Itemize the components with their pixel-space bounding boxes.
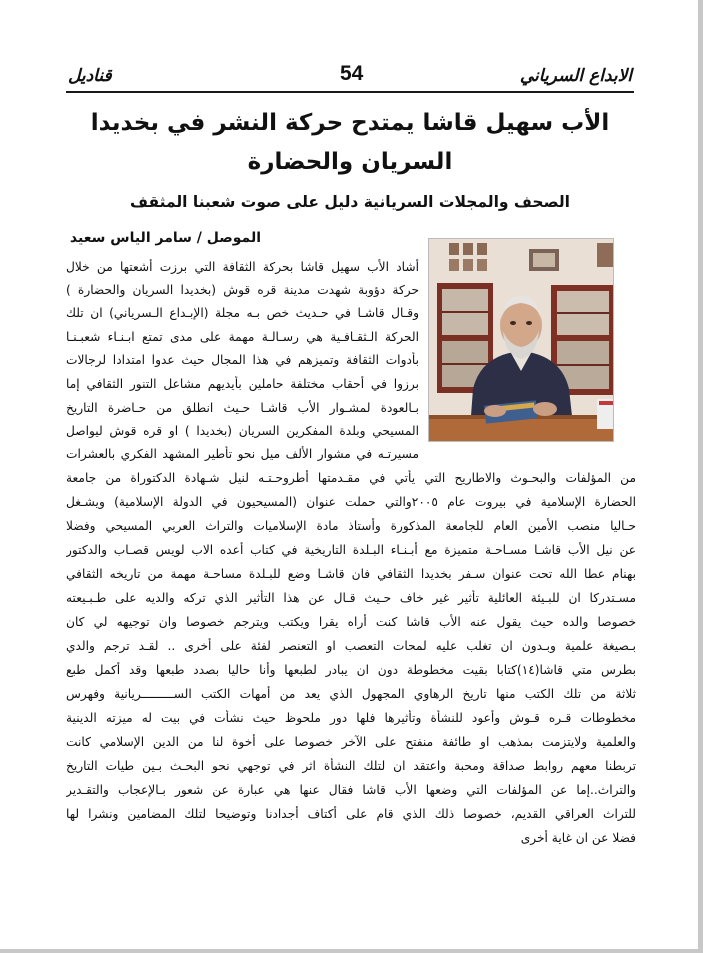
article-title-line-1: الأب سهيل قاشا يمتدح حركة النشر في بخديدا (90, 110, 610, 136)
header-rule (66, 91, 634, 93)
text-line: مسيرتـه في مشوار الألف ميل نحو تأطير المشهد الفكري بالعشرات (66, 447, 419, 461)
text-line: برزوا في أحقاب مختلفة حاملين بأيديهم مشاعل التنور الثقافي إما (66, 377, 419, 391)
text-line: بهنام عطا الله تحت عنوان سـفر بخديدا الثقافي فان قاشـا وضع للبـلدة مساحـة مهمة من تاريخه الثقافي (66, 567, 636, 581)
section-name: قناديل (68, 66, 112, 86)
text-line: بأدوات الثقافة وتميزهم في هذا المجال حيث عدوا امتدادا لرجالات (66, 353, 419, 367)
text-line: من المؤلفات والبحـوث والاطاريح التي يأتي في مقـدمتها أطروحـتـه لنيل شـهادة الدكتوراة من جامعة (66, 471, 636, 485)
page-header (66, 64, 634, 94)
page-edge-shadow (0, 949, 703, 953)
text-line: بـصيغة علمية وبـدون ان تغلب عليه لمحات التعصب او التعنصر لفئة على أخرى .. لقـد ترجم والدي (66, 639, 636, 653)
text-line: للتراث العراقي القديم، خصوصا ذلك الذي قام على أكتاف أجدادنا وتوضيحا لتلك المضامين ونشرا لها (66, 807, 636, 821)
text-line: مخطوطات قـره قـوش وأعود للنشأة وتأثيرها فلها دور ملحوظ حيث نشأت في بيت له ميزته الدينية (66, 711, 636, 725)
text-line: ثلاثة من تلك الكتب منها تاريخ الرهاوي المجهول الذي يعد من أمهات الكتب الســـــــــريانية وفهرس (66, 687, 636, 701)
text-line: أشاد الأب سهيل قاشا بحركة الثقافة التي برزت أشعتها من خلال (66, 260, 419, 274)
text-line: مسـتدركا ان للبـيئة العائلية تأثير غير خاف حـيث قـال عن هذا التأثير الذي تركه والديه على طـبـيعته (66, 591, 636, 605)
photo-illustration (429, 239, 614, 442)
text-line: عن نيل الأب قاشـا مسـاحـة متميزة مع أبـنـاء البـلدة التاريخية في كتاب أعده الاب لويس قصـاب والدكتور (66, 543, 636, 557)
text-line: حـاليا منصب الأمين العام للجامعة المذكورة وأستاذ مادة الإسلاميات والتراث العربي المسيحي وفضلا (66, 519, 636, 533)
magazine-name: الابداع السرياني (519, 66, 632, 86)
text-line: بـالعودة لمشـوار الأب قاشـا حـيث انطلق من حـاضرة التاريخ (66, 401, 419, 415)
text-line: والتراث..إما عن المؤلفات التي وضعها الأب قاشا فقال عنها هي عبارة عن شعور بـالإعجاب والتقـدير (66, 783, 636, 797)
page-number: 54 (340, 62, 364, 85)
text-line: الحركة الـثقـافـية هي رسـالـة مهمة على مدى تمتع ابـنـاء شعبـنـا (66, 330, 419, 344)
portrait-photo (428, 238, 614, 442)
text-line: والعلمية ولايتزمت بمذهب او طائفة منفتح على الآخر خصوصا على أخوة لنا من الدين الإسلامي كانت (66, 735, 636, 749)
text-line: حركة دؤوبة شهدت مدينة قره قوش (بخديدا السريان والحضارة ) (66, 283, 419, 297)
text-line: الحضارة الإسلامية في بيروت عام ٢٠٠٥والتي حملت عنوان (المسيحيون في الدولة الإسلامية) ويشـغل (66, 495, 636, 509)
article-title-line-2: السريان والحضارة (247, 149, 453, 175)
text-line: تربطنا معهم روابط صداقة ومحبة واعتقد ان لتلك النشأة اثر في توجهي نحو البحـث بـين طيات التاريخ (66, 759, 636, 773)
article-byline: الموصل / سامر الياس سعيد (69, 230, 261, 246)
text-line: فضلا عن ان غاية أخرى (520, 831, 636, 845)
text-line: المسيحي وبلدة المفكرين السريان (بخديدا ) او قره قوش ليواصل (66, 424, 419, 438)
text-line: خصوصا والده حيث يقول عنه الأب قاشا كنت أراه يقرا ويكتب ويترجم خصوصا وان توجيهه لي كان (66, 615, 636, 629)
article-subtitle: الصحف والمجلات السريانية دليل على صوت شعبنا المثقف (130, 193, 570, 211)
text-line: بطرس متي قاشا(١٤)كتابا بقيت مخطوطة دون ان يبادر لطبعها وأنا حاليا بصدد طبعها وقد أكمل طبع (66, 663, 636, 677)
text-line: وقـال قاشـا في حـديث خص بـه مجلة (الإبـداع الـسرياني) ان تلك (66, 306, 419, 320)
page-edge-shadow (698, 0, 703, 953)
